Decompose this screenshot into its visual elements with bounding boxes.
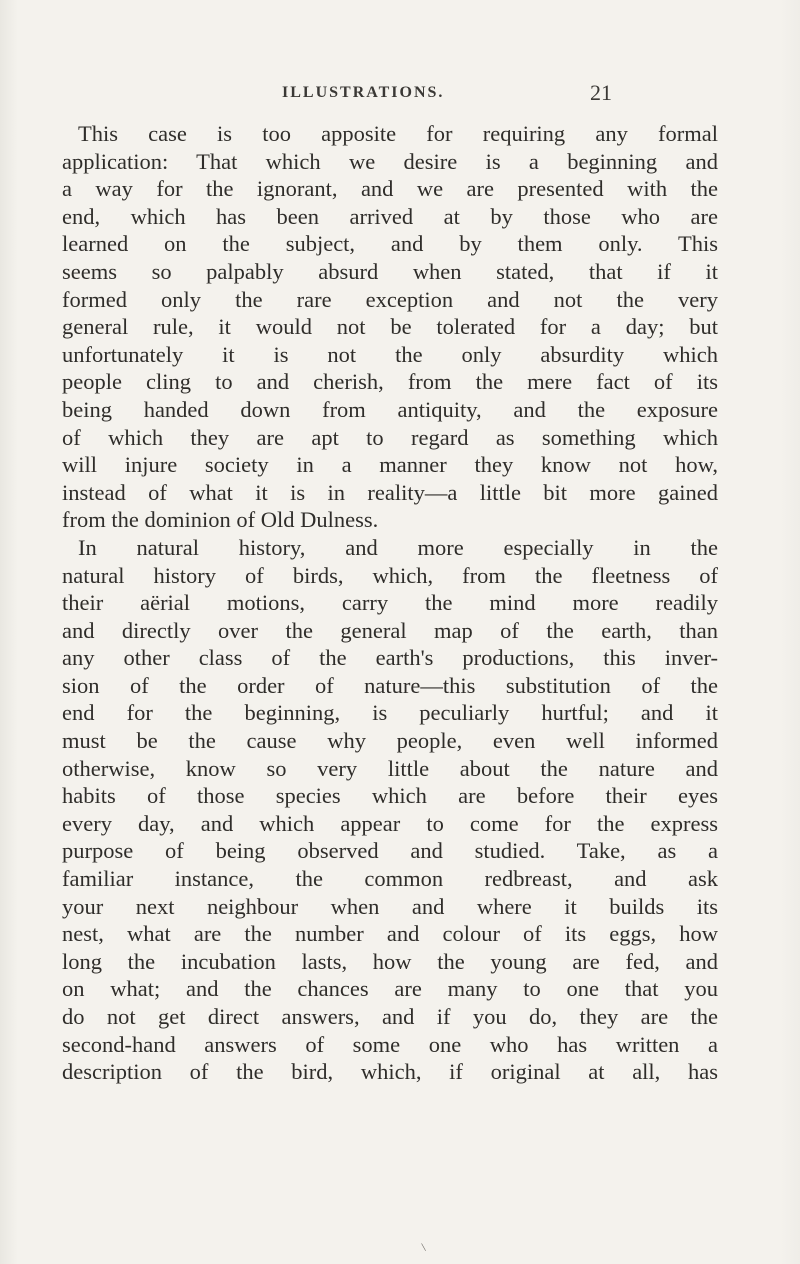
- text-line: description of the bird, which, if original at all, has: [62, 1059, 718, 1085]
- text-line: nest, what are the number and colour of its eggs, how: [62, 921, 718, 947]
- text-line: their aërial motions, carry the mind more readily: [62, 590, 718, 616]
- text-line: general rule, it would not be tolerated for a day; but: [62, 314, 718, 340]
- text-line: seems so palpably absurd when stated, that if it: [62, 258, 718, 284]
- text-line: second-hand answers of some one who has written a: [62, 1031, 718, 1057]
- text-line: from the dominion of Old Dulness.: [62, 507, 379, 533]
- text-line: familiar instance, the common redbreast, and ask: [62, 866, 718, 892]
- text-line: will injure society in a manner they know not how,: [62, 452, 718, 478]
- text-line: In natural history, and more especially in the: [78, 534, 718, 560]
- text-line: of which they are apt to regard as something which: [62, 424, 718, 450]
- text-line: otherwise, know so very little about the nature and: [62, 755, 718, 781]
- text-line: purpose of being observed and studied. Take, as a: [62, 838, 718, 864]
- text-line: unfortunately it is not the only absurdity which: [62, 341, 718, 367]
- text-line: a way for the ignorant, and we are presented with the: [62, 176, 718, 202]
- text-line: end, which has been arrived at by those who are: [62, 203, 718, 229]
- footer-mark: \: [420, 1239, 427, 1255]
- text-line: sion of the order of nature—this substitution of the: [62, 672, 718, 698]
- page-header: [0, 80, 800, 114]
- running-head: ILLUSTRATIONS.: [282, 84, 445, 101]
- text-line: natural history of birds, which, from the fleetness of: [62, 562, 718, 588]
- text-line: people cling to and cherish, from the mere fact of its: [62, 369, 718, 395]
- text-line: formed only the rare exception and not the very: [62, 286, 718, 312]
- text-line: and directly over the general map of the earth, than: [62, 617, 718, 643]
- text-line: must be the cause why people, even well informed: [62, 728, 718, 754]
- text-line: learned on the subject, and by them only. This: [62, 231, 718, 257]
- text-line: on what; and the chances are many to one that you: [62, 976, 718, 1002]
- text-line: habits of those species which are before their eyes: [62, 783, 718, 809]
- body-text: [62, 120, 718, 1086]
- text-line: your next neighbour when and where it builds its: [62, 893, 718, 919]
- text-line: instead of what it is in reality—a little bit more gained: [62, 479, 718, 505]
- text-line: any other class of the earth's productions, this inver-: [62, 645, 718, 671]
- text-line: being handed down from antiquity, and the exposure: [62, 396, 718, 422]
- text-line: do not get direct answers, and if you do, they are the: [62, 1004, 718, 1029]
- text-line: every day, and which appear to come for the express: [62, 810, 718, 836]
- text-line: long the incubation lasts, how the young are fed, and: [62, 948, 718, 974]
- text-line: end for the beginning, is peculiarly hurtful; and it: [62, 700, 718, 726]
- text-line: application: That which we desire is a beginning and: [62, 148, 718, 174]
- text-line: This case is too apposite for requiring any formal: [78, 121, 718, 146]
- page-number: 21: [590, 80, 612, 105]
